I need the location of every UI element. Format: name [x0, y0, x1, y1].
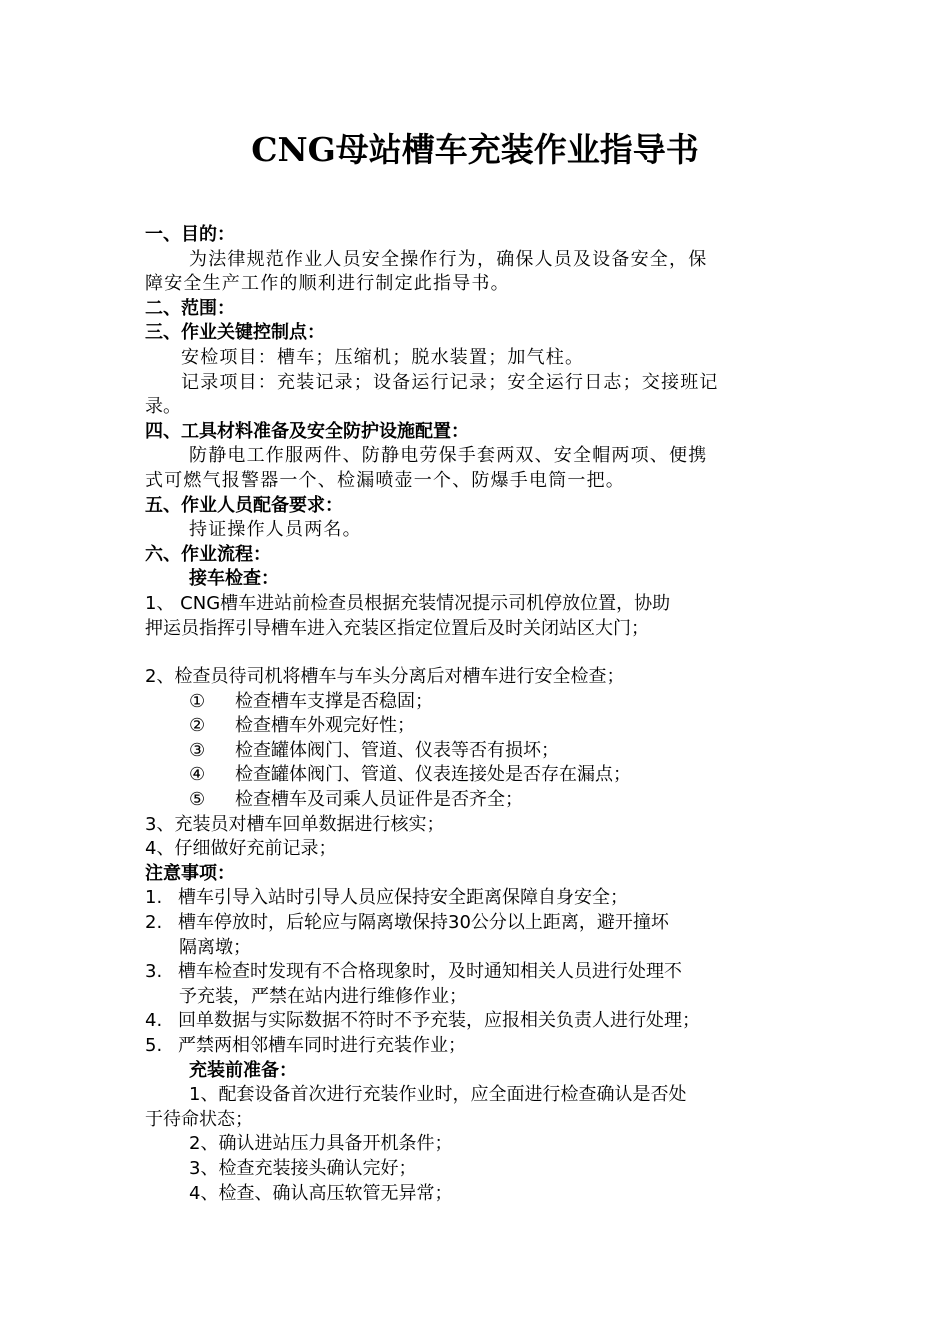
check-item-text: 检查槽车及司乘人员证件是否齐全； — [235, 789, 523, 811]
section-heading-scope: 二、范围： — [145, 297, 235, 319]
check-item — [145, 788, 815, 813]
item-marker: ③ — [189, 739, 206, 761]
note-continuation: 隔离墩； — [179, 936, 251, 958]
section-heading-purpose: 一、目的： — [145, 224, 235, 245]
check-item-text: 检查槽车支撑是否稳固； — [235, 690, 433, 712]
paragraph-line: 记录项目：充装记录；设备运行记录；安全运行日志；交接班记 — [181, 371, 719, 393]
check-item — [145, 714, 815, 739]
item-marker: 1. — [145, 887, 163, 909]
spacer — [145, 641, 815, 665]
document-body — [145, 223, 815, 1206]
note-text: 严禁两相邻槽车同时进行充装作业； — [178, 1035, 466, 1056]
item-marker: 3. — [145, 961, 163, 983]
step-line: 3、检查充装接头确认完好； — [189, 1157, 417, 1179]
section-heading-tools: 四、工具材料准备及安全防护设施配置： — [145, 420, 469, 442]
subheading-pre-filling: 充装前准备： — [189, 1059, 297, 1081]
note-text: 槽车检查时发现有不合格现象时，及时通知相关人员进行处理不 — [178, 961, 682, 983]
note-item — [145, 1034, 815, 1059]
subheading-vehicle-check: 接车检查： — [189, 568, 279, 590]
step-line: 2、确认进站压力具备开机条件； — [189, 1133, 453, 1155]
note-item — [145, 911, 815, 936]
note-item — [145, 960, 815, 985]
item-marker: ② — [189, 715, 206, 737]
item-marker: 2. — [145, 912, 163, 934]
section-heading-control-points: 三、作业关键控制点： — [145, 322, 325, 344]
paragraph-line: 安检项目：槽车；压缩机；脱水装置；加气柱。 — [181, 346, 585, 368]
item-marker: 4. — [145, 1010, 163, 1032]
note-item — [145, 886, 815, 911]
section-heading-workflow: 六、作业流程： — [145, 543, 271, 565]
check-item-text: 检查罐体阀门、管道、仪表连接处是否存在漏点； — [235, 764, 631, 786]
check-item — [145, 763, 815, 788]
step-line: 3、充装员对槽车回单数据进行核实； — [145, 813, 445, 835]
check-item — [145, 690, 815, 715]
notes-heading: 注意事项： — [145, 862, 235, 884]
paragraph-line: 为法律规范作业人员安全操作行为，确保人员及设备安全，保 — [189, 248, 708, 270]
note-item — [145, 1009, 815, 1034]
step-line: 4、仔细做好充前记录； — [145, 838, 337, 860]
step-line: 1、配套设备首次进行充装作业时，应全面进行检查确认是否处 — [189, 1084, 687, 1106]
step-line: 4、检查、确认高压软管无异常； — [189, 1182, 453, 1204]
paragraph-line: 式可燃气报警器一个、检漏喷壶一个、防爆手电筒一把。 — [145, 469, 625, 491]
step-line: 1、 CNG槽车进站前检查员根据充装情况提示司机停放位置，协助 — [145, 592, 671, 614]
item-marker: 5. — [145, 1035, 163, 1056]
step-line: 押运员指挥引导槽车进入充装区指定位置后及时关闭站区大门； — [145, 617, 649, 639]
paragraph-line: 录。 — [145, 396, 181, 418]
paragraph-line: 持证操作人员两名。 — [189, 519, 362, 541]
page-title: CNG母站槽车充装作业指导书 — [251, 130, 699, 169]
check-item-text: 检查罐体阀门、管道、仪表等否有损坏； — [235, 739, 559, 761]
note-text: 回单数据与实际数据不符时不予充装，应报相关负责人进行处理； — [178, 1010, 700, 1032]
note-continuation: 予充装，严禁在站内进行维修作业； — [179, 985, 467, 1007]
note-text: 槽车停放时，后轮应与隔离墩保持30公分以上距离，避开撞坏 — [178, 912, 669, 934]
check-item-text: 检查槽车外观完好性； — [235, 715, 415, 737]
step-line: 2、检查员待司机将槽车与车头分离后对槽车进行安全检查； — [145, 666, 625, 688]
item-marker: ④ — [189, 764, 206, 786]
note-text: 槽车引导入站时引导人员应保持安全距离保障自身安全； — [178, 887, 628, 909]
check-item — [145, 739, 815, 764]
paragraph-line: 防静电工作服两件、防静电劳保手套两双、安全帽两项、便携 — [189, 445, 708, 467]
item-marker: ⑤ — [189, 789, 206, 811]
item-marker: ① — [189, 690, 206, 712]
section-heading-staffing: 五、作业人员配备要求： — [145, 494, 343, 516]
paragraph-line: 障安全生产工作的顺利进行制定此指导书。 — [145, 273, 510, 295]
step-line: 于待命状态； — [145, 1108, 253, 1130]
